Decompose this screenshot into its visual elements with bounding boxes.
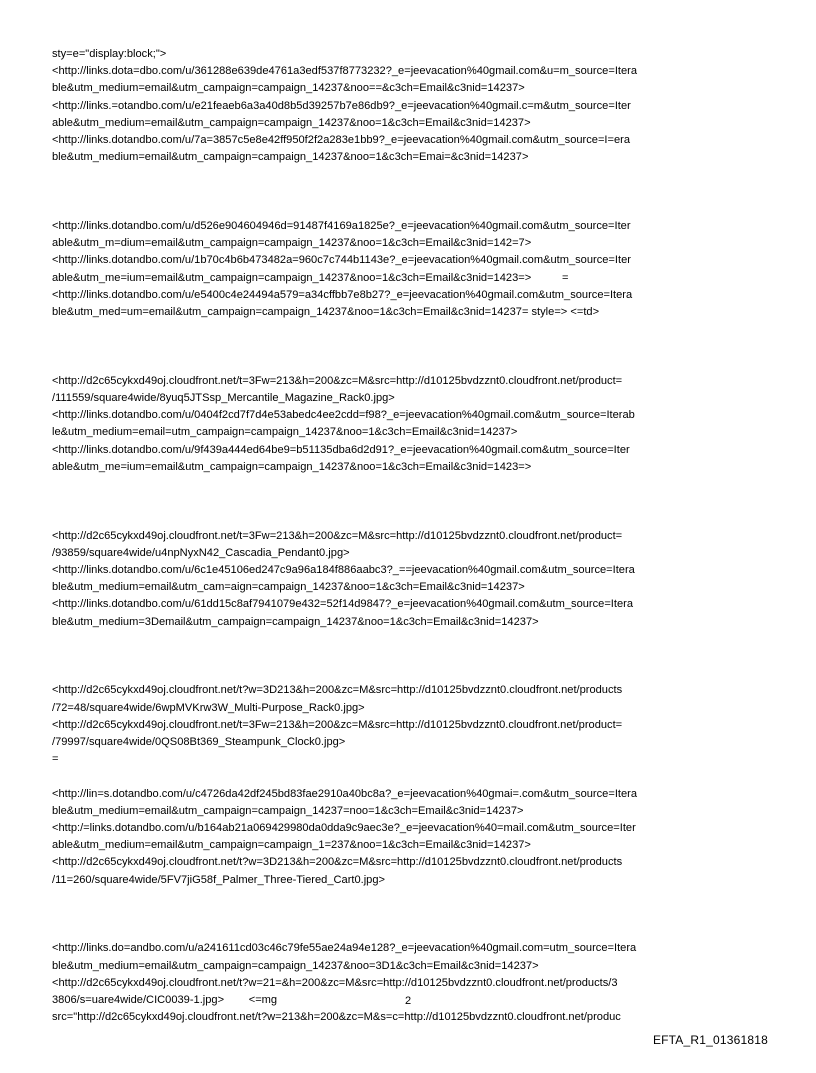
text-line: ble&utm_med=um=email&utm_campaign=campaign_14237&noo=1&c3ch=Email&c3nid=14237= style=> <=td> bbox=[52, 306, 600, 319]
text-line: <http://links.dotandbo.com/u/6c1e45106ed247c9a96a184f886aabc3?_==jeevacation%40gmail.com&utm_source=Itera bbox=[52, 564, 635, 576]
paragraph-gap bbox=[52, 493, 768, 527]
text-line: /111559/square4wide/8yuq5JTSsp_Mercantile_Magazine_Rack0.jpg> bbox=[52, 392, 395, 404]
text-line: <http://lin=s.dotandbo.com/u/c4726da42df245bd83fae2910a40bc8a?_e=jeevacation%40gmai=.com&utm_source=Itera bbox=[52, 787, 638, 800]
text-line: <http://d2c65cykxd49oj.cloudfront.net/t=3Fw=213&h=200&zc=M&src=http://d10125bvdzznt0.cloudfront.net/product= bbox=[52, 374, 623, 387]
text-line: ble&utm_medium=3Demail&utm_campaign=campaign_14237&noo=1&c3ch=Email&c3nid=14237> bbox=[52, 615, 539, 628]
paragraph-gap bbox=[52, 184, 768, 218]
text-line: able&utm_me=ium=email&utm_campaign=campaign_14237&noo=1&c3ch=Email&c3nid=1423=> = bbox=[52, 271, 569, 284]
text-line: ble&utm_medium=email&utm_cam=aign=campaign_14237&noo=1&c3ch=Email&c3nid=14237> bbox=[52, 581, 525, 594]
text-line: ble&utm_medium=email&utm_campaign=campaign_14237&noo=3D1&c3ch=Email&c3nid=14237> bbox=[52, 959, 539, 972]
text-line: <http://d2c65cykxd49oj.cloudfront.net/t?w=21=&h=200&zc=M&src=http://d10125bvdzznt0.cloudfront.net/products/3 bbox=[52, 976, 618, 989]
paragraph-1 bbox=[52, 46, 768, 166]
text-line: /79997/square4wide/0QS08Bt369_Steampunk_Clock0.jpg> bbox=[52, 736, 346, 748]
text-line: <http://links.dotandbo.com/u/1b70c4b6b473482a=960c7c744b1143e?_e=jeevacation%40gmail.com&utm_source=Iter bbox=[52, 254, 631, 267]
text-line: <http://links.dotandbo.com/u/d526e904604946d=91487f4169a1825e?_e=jeevacation%40gmail.com&utm_source=Iter bbox=[52, 220, 631, 232]
text-line: <http://d2c65cykxd49oj.cloudfront.net/t?w=3D213&h=200&zc=M&src=http://d10125bvdzznt0.cloudfront.net/products bbox=[52, 684, 623, 697]
text-line: <http://d2c65cykxd49oj.cloudfront.net/t=3Fw=213&h=200&zc=M&src=http://d10125bvdzznt0.cloudfront.net/product= bbox=[52, 529, 623, 542]
text-line: /72=48/square4wide/6wpMVKrw3W_Multi-Purpose_Rack0.jpg> bbox=[52, 701, 365, 714]
text-line: /11=260/square4wide/5FV7jiG58f_Palmer_Three-Tiered_Cart0.jpg> bbox=[52, 873, 386, 886]
text-line: able&utm_medium=email&utm_campaign=campaign_1=237&noo=1&c3ch=Email&c3nid=14237> bbox=[52, 839, 531, 852]
text-line: <http://links.dotandbo.com/u/61dd15c8af7941079e432=52f14d9847?_e=jeevacation%40gmail.com&utm_source=Itera bbox=[52, 598, 633, 611]
page-number: 2 bbox=[404, 995, 412, 1007]
paragraph-5 bbox=[52, 682, 768, 768]
text-line: <http://links.dotandbo.com/u/9f439a444ed64be9=b51135dba6d2d91?_e=jeevacation%40gmail.com&utm_source=Iter bbox=[52, 443, 630, 456]
text-line: <http:/=links.dotandbo.com/u/b164ab21a069429980da0dda9c9aec3e?_e=jeevacation%40=mail.com&utm_source=Iter bbox=[52, 822, 636, 834]
text-line: ble&utm_medium=email&utm_campaign=campaign_14237&noo==&c3ch=Email&c3nid=14237> bbox=[52, 82, 525, 95]
paragraph-4 bbox=[52, 528, 768, 631]
text-line: <http://links.dotandbo.com/u/e5400c4e24494a579=a34cffbb7e8b27?_e=jeevacation%40gmail.com&utm_source=Itera bbox=[52, 288, 633, 301]
document-id: EFTA_R1_01361818 bbox=[652, 1033, 768, 1047]
paragraph-6 bbox=[52, 786, 768, 889]
text-line: <http://links.do=andbo.com/u/a241611cd03c46c79fe55ae24a94e128?_e=jeevacation%40gmail.com=utm_source=Itera bbox=[52, 942, 637, 955]
text-line: <http://links.=otandbo.com/u/e21feaeb6a3a40d8b5d39257b7e86db9?_e=jeevacation%40gmail.c=m&utm_source=Iter bbox=[52, 99, 631, 112]
text-line: <http://links.dotandbo.com/u/0404f2cd7f7d4e53abedc4ee2cdd=f98?_e=jeevacation%40gmail.com&utm_source=Iterab bbox=[52, 409, 635, 422]
paragraph-3 bbox=[52, 373, 768, 476]
text-line: <http://links.dota=dbo.com/u/361288e639de4761a3edf537f8773232?_e=jeevacation%40gmail.com&u=m_source=Itera bbox=[52, 65, 638, 78]
paragraph-7 bbox=[52, 940, 768, 1026]
paragraph-2 bbox=[52, 218, 768, 321]
text-line: able&utm_me=ium=email&utm_campaign=campaign_14237&noo=1&c3ch=Email&c3nid=1423=> bbox=[52, 460, 532, 473]
document-body bbox=[52, 46, 768, 1044]
paragraph-gap bbox=[52, 338, 768, 372]
text-line: <http://d2c65cykxd49oj.cloudfront.net/t?w=3D213&h=200&zc=M&src=http://d10125bvdzznt0.cloudfront.net/products bbox=[52, 856, 623, 869]
text-line: /93859/square4wide/u4npNyxN42_Cascadia_Pendant0.jpg> bbox=[52, 546, 350, 559]
paragraph-gap bbox=[52, 648, 768, 682]
text-line: = bbox=[52, 753, 59, 766]
text-line: 3806/s=uare4wide/CIC0039-1.jpg> <=mg bbox=[52, 994, 278, 1006]
text-line: ble&utm_medium=email&utm_campaign=campaign_14237=noo=1&c3ch=Email&c3nid=14237> bbox=[52, 804, 524, 817]
text-line: <http://d2c65cykxd49oj.cloudfront.net/t=3Fw=213&h=200&zc=M&src=http://d10125bvdzznt0.cloudfront.net/product= bbox=[52, 718, 623, 731]
text-line: able&utm_medium=email&utm_campaign=campaign_14237&noo=1&c3ch=Email&c3nid=14237> bbox=[52, 116, 531, 129]
text-line: src="http://d2c65cykxd49oj.cloudfront.net/t?w=213&h=200&zc=M&s=c=http://d10125bvdzznt0.cloudfront.net/produc bbox=[52, 1011, 621, 1024]
text-line: le&utm_medium=email=utm_campaign=campaign_14237&noo=1&c3ch=Email&c3nid=14237> bbox=[52, 426, 518, 439]
text-line: sty=e="display:block;"> bbox=[52, 48, 167, 60]
paragraph-gap bbox=[52, 906, 768, 940]
text-line: ble&utm_medium=email&utm_campaign=campaign_14237&noo=1&c3ch=Emai=&c3nid=14237> bbox=[52, 151, 529, 164]
text-line: able&utm_m=dium=email&utm_campaign=campaign_14237&noo=1&c3ch=Email&c3nid=142=7> bbox=[52, 237, 532, 250]
text-line: <http://links.dotandbo.com/u/7a=3857c5e8e42ff950f2f2a283e1bb9?_e=jeevacation%40gmail.com&utm_source=I=era bbox=[52, 134, 631, 147]
